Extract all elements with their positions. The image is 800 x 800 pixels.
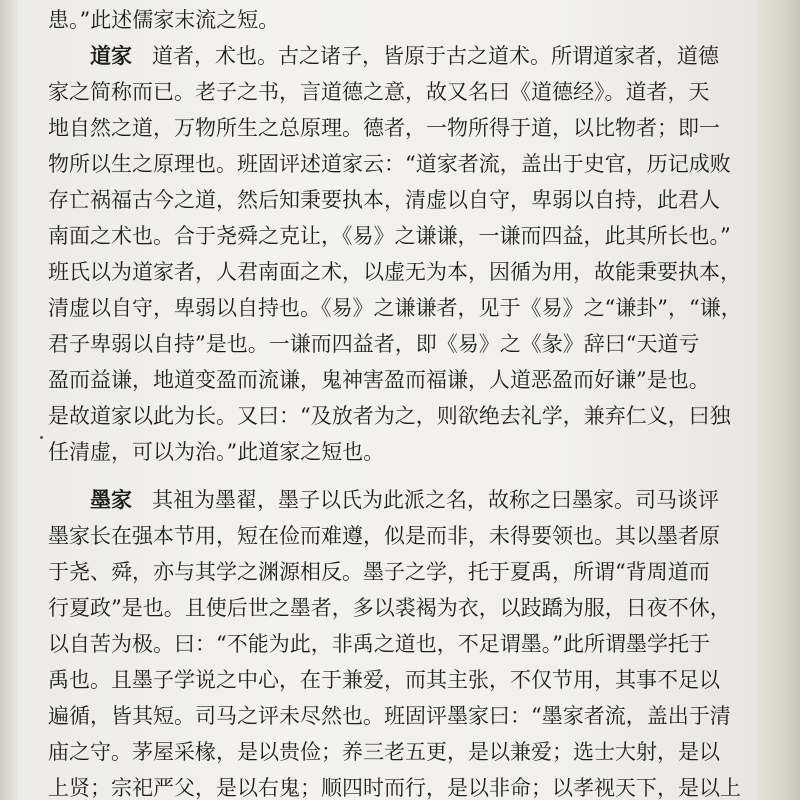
text-line-content: 其祖为墨翟，墨子以氏为此派之名，故称之曰墨家。司马谈评 [152, 488, 720, 512]
ink-speck [40, 436, 43, 439]
text-line: 墨家长在强本节用，短在俭而难遵，似是而非，未得要领也。其以墨者原 [48, 524, 720, 548]
text-line: 患。”此述儒家末流之短。 [48, 8, 280, 32]
text-line: 地自然之道，万物所生之总原理。德者，一物所得于道，以比物者；即一 [48, 116, 720, 140]
text-line: 南面之术也。合于尧舜之克让，《易》之谦谦，一谦而四益，此其所长也。” [48, 224, 731, 248]
text-line: 行夏政”是也。且使后世之墨者，多以裘褐为衣，以跂蹻为服，日夜不休， [48, 596, 731, 620]
text-line: 存亡祸福古今之道，然后知秉要执本，清虚以自守，卑弱以自持，此君人 [48, 188, 720, 212]
page-edge [758, 0, 800, 800]
text-line: 君子卑弱以自持”是也。一谦而四益者，即《易》之《彖》辞曰“天道亏 [48, 332, 700, 356]
text-line: 以自苦为极。曰：“不能为此，非禹之道也，不足谓墨。”此所谓墨学托于 [48, 632, 710, 656]
text-line: 是故道家以此为长。又曰：“及放者为之，则欲绝去礼学，兼弃仁义，曰独 [48, 404, 731, 428]
gutter-shadow [0, 0, 18, 800]
body-text [48, 0, 742, 800]
text-line: 任清虚，可以为治。”此道家之短也。 [48, 440, 385, 464]
paragraph-gap [48, 470, 718, 482]
text-line: 盈而益谦，地道变盈而流谦，鬼神害盈而福谦，人道恶盈而好谦”是也。 [48, 368, 710, 392]
text-line [48, 38, 718, 74]
text-line: 遍循，皆其短。司马之评未尽然也。班固评墨家曰：“墨家者流，盖出于清 [48, 704, 731, 728]
text-line: 清虚以自守，卑弱以自持也。《易》之谦谦者，见于《易》之“谦卦”，“谦， [48, 296, 742, 320]
text-line: 上贤；宗祀严父，是以右鬼；顺四时而行，是以非命；以孝视天下，是以上 [48, 776, 741, 800]
section-heading-daojia: 道家 [90, 44, 132, 68]
text-line: 禹也。且墨子学说之中心，在于兼爱，而其主张，不仅节用，其事不足以 [48, 668, 720, 692]
text-line: 物所以生之原理也。班固评述道家云：“道家者流，盖出于史官，历记成败 [48, 152, 731, 176]
section-heading-mojia: 墨家 [90, 488, 132, 512]
text-line-content: 道者，术也。古之诸子，皆原于古之道术。所谓道家者，道德 [152, 44, 720, 68]
text-line: 家之简称而已。老子之书，言道德之意，故又名曰《道德经》。道者，天 [48, 80, 710, 104]
text-line: 班氏以为道家者，人君南面之术，以虚无为本，因循为用，故能秉要执本， [48, 260, 741, 284]
text-line: 庙之守。茅屋采椽，是以贵俭；养三老五更，是以兼爱；选士大射，是以 [48, 740, 720, 764]
text-line: 于尧、舜，亦与其学之渊源相反。墨子之学，托于夏禹，所谓“背周道而 [48, 560, 710, 584]
text-line [48, 482, 718, 518]
